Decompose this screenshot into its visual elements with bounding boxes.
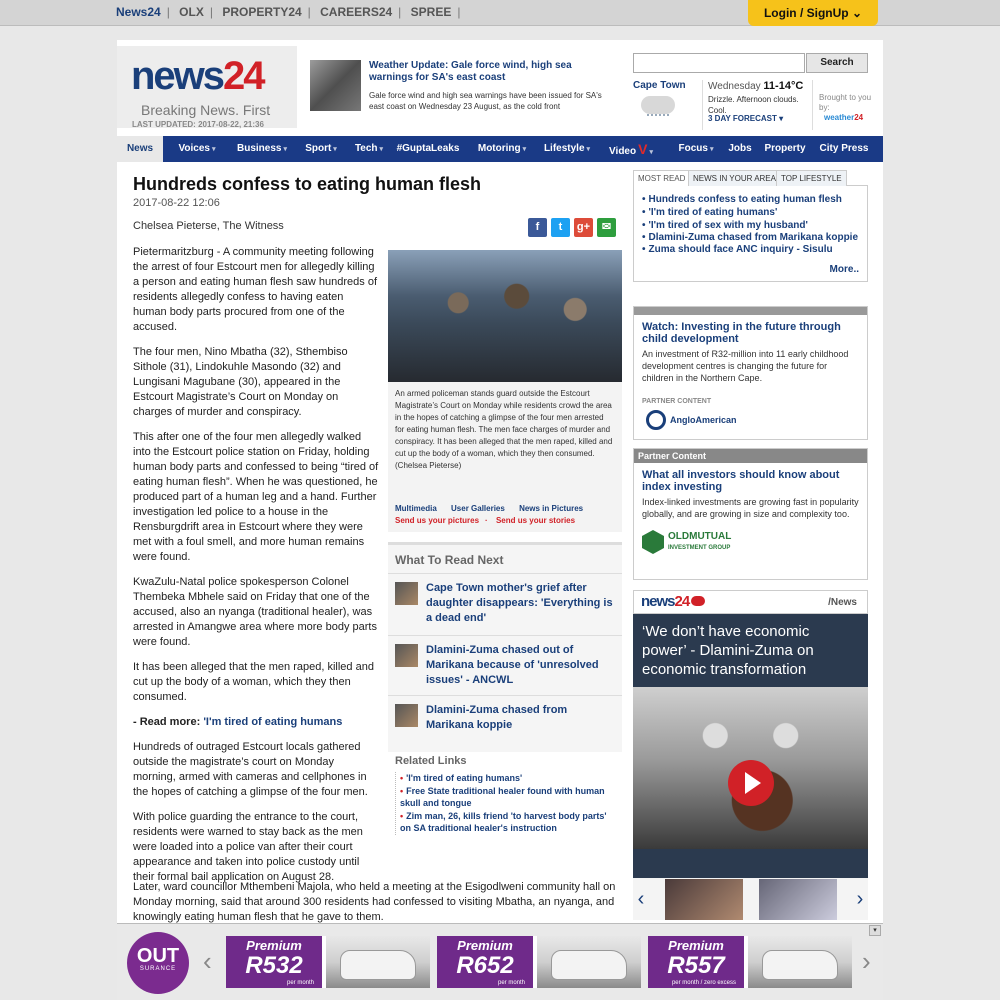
- article-date: 2017-08-22 12:06: [133, 197, 220, 209]
- multimedia-link[interactable]: Multimedia: [395, 504, 437, 513]
- list-item[interactable]: Dlamini-Zuma chased from Marikana koppie: [388, 695, 622, 745]
- tab-most-read[interactable]: MOST READ: [633, 170, 690, 186]
- most-read-item[interactable]: • Hundreds confess to eating human flesh: [642, 194, 842, 205]
- last-updated: LAST UPDATED: 2017-08-22, 21:36: [132, 120, 264, 129]
- old-mutual-icon: [642, 530, 664, 554]
- top-story-body: Gale force wind and high sea warnings have been issued for SA's east coast on Wednesday 23 August, as the cold front: [369, 91, 602, 111]
- most-read-item[interactable]: • 'I'm tired of eating humans': [642, 207, 778, 218]
- article-photo[interactable]: [388, 250, 622, 382]
- search-input[interactable]: [633, 53, 805, 73]
- car-image: [326, 936, 430, 988]
- video-carousel: [633, 878, 868, 920]
- list-item[interactable]: Dlamini-Zuma chased out of Marikana because of 'unresolved issues' - ANCWL: [388, 635, 622, 695]
- page-container: [117, 40, 883, 1000]
- video-section[interactable]: /News: [828, 597, 857, 608]
- thumbnail: [395, 644, 418, 667]
- nav-news[interactable]: News: [117, 136, 163, 162]
- network-links: News24 | OLX | PROPERTY24 | CAREERS24 | SPREE |: [116, 5, 461, 19]
- promo-body: Index-linked investments are growing fast in popularity globally, and are growing in size and complexity too.: [642, 497, 859, 519]
- related-links-title: Related Links: [395, 755, 467, 767]
- top-bar: [0, 0, 1000, 26]
- nav-voices[interactable]: Voices ▾: [178, 143, 216, 154]
- promo-body: An investment of R32-million into 11 early childhood development centres is changing the future for children in the Northern Cape.: [642, 349, 849, 383]
- video-v-icon: V: [638, 141, 648, 157]
- nav-city-press[interactable]: City Press: [819, 143, 869, 154]
- chevron-left-icon[interactable]: ‹: [203, 946, 212, 976]
- chevron-left-icon[interactable]: ‹: [637, 888, 645, 910]
- caret-down-icon: ▾: [779, 114, 784, 123]
- nav-video[interactable]: Video V ▾: [609, 141, 653, 157]
- top-story[interactable]: [310, 60, 610, 120]
- user-galleries-link[interactable]: User Galleries: [451, 504, 505, 513]
- play-icon[interactable]: [728, 760, 774, 806]
- nav-jobs[interactable]: Jobs: [728, 143, 752, 154]
- sponsor-label: Brought to you by:: [819, 93, 872, 112]
- related-link[interactable]: • Zim man, 26, kills friend 'to harvest body parts' on SA traditional healer's instruction: [400, 811, 607, 833]
- paragraph: Later, ward councillor Mthembeni Majola, who held a meeting at the Esigodlweni community hall on Monday morning, said that around 300 residents had confessed to visiting Mbatha, an nyanga, and knowingly eating human flesh that he gave to them.: [133, 881, 616, 923]
- site-header: [117, 40, 883, 136]
- nav-lifestyle[interactable]: Lifestyle ▾: [543, 143, 591, 154]
- main-nav: [117, 136, 883, 162]
- related-link[interactable]: • Free State traditional healer found with human skull and tongue: [400, 786, 605, 808]
- promo-title[interactable]: What all investors should know about index investing: [642, 469, 840, 493]
- most-read-item[interactable]: • Dlamini-Zuma chased from Marikana koppie: [642, 232, 859, 243]
- logo-box[interactable]: [117, 46, 297, 128]
- nav-guptaleaks[interactable]: #GuptaLeaks: [396, 143, 460, 154]
- chevron-down-icon: ⌄: [851, 6, 863, 20]
- most-read-list: [633, 186, 868, 282]
- nav-focus[interactable]: Focus ▾: [678, 143, 714, 154]
- thumbnail: [395, 582, 418, 605]
- chevron-right-icon[interactable]: ›: [856, 888, 864, 910]
- network-link-spree[interactable]: SPREE: [410, 5, 452, 19]
- read-more-link[interactable]: 'I'm tired of eating humans: [203, 716, 343, 728]
- paragraph: With police guarding the entrance to the court, residents were warned to stay back as the men were loaded into a police van after their court appearance and taken into police custody until their formal bail application on August 28.: [133, 811, 363, 883]
- weather-city[interactable]: Cape Town: [633, 80, 686, 91]
- car-image: [537, 936, 641, 988]
- partner-content-label: PARTNER CONTENT: [642, 398, 712, 405]
- nav-sport[interactable]: Sport ▾: [305, 143, 337, 154]
- weather-temp: 11-14°C: [763, 80, 804, 92]
- outsurance-logo[interactable]: OUT SURANCE: [127, 932, 189, 994]
- drizzle-icon: [641, 96, 675, 114]
- thumbnail: [395, 704, 418, 727]
- car-image: [748, 936, 852, 988]
- related-links: [395, 772, 617, 835]
- email-share-icon[interactable]: ✉: [597, 218, 616, 237]
- network-link-olx[interactable]: OLX: [179, 5, 204, 19]
- send-stories-link[interactable]: Send us your stories: [495, 516, 576, 525]
- partner-content-bar: Partner Content: [634, 449, 867, 463]
- network-link-careers24[interactable]: CAREERS24: [320, 5, 393, 19]
- close-ad-icon[interactable]: ▾: [869, 925, 881, 936]
- article-headline: Hundreds confess to eating human flesh: [133, 174, 482, 194]
- bottom-ad-banner[interactable]: [117, 923, 883, 1000]
- more-link[interactable]: More..: [829, 264, 859, 275]
- nav-tech[interactable]: Tech ▾: [354, 143, 384, 154]
- network-link-property24[interactable]: PROPERTY24: [222, 5, 302, 19]
- photo-caption: An armed policeman stands guard outside the Estcourt Magistrate’s Court on Monday while residents crowd the area in the hopes of catching a glimpse of the four men arrested for eating human flesh. The men face charges of murder and conspiracy. It has been alleged that the men raped, killed and cut up the body of a woman, which they then consumed. (Chelsea Pieterse): [395, 389, 613, 470]
- video-carousel-item[interactable]: [665, 879, 743, 920]
- nav-motoring[interactable]: Motoring ▾: [477, 143, 527, 154]
- anglo-american-icon: [646, 410, 666, 430]
- most-read-item[interactable]: • Zuma should face ANC inquiry - Sisulu: [642, 244, 833, 255]
- chevron-right-icon[interactable]: ›: [862, 946, 871, 976]
- sidebar-tabs: [633, 170, 868, 186]
- what-to-read-next: [388, 542, 622, 752]
- video-carousel-item[interactable]: [759, 879, 837, 920]
- paragraph: Hundreds of outraged Estcourt locals gathered outside the magistrate’s court on Monday morning, armed with cameras and cellphones in the hopes of catching a glimpse of the four men.: [133, 741, 368, 798]
- ad-price: Premium R557 per month / zero excess: [648, 936, 744, 988]
- live-badge-icon: [691, 596, 705, 606]
- ad-card[interactable]: [226, 936, 430, 988]
- tab-top-lifestyle[interactable]: TOP LIFESTYLE: [776, 170, 847, 186]
- article-author: Chelsea Pieterse, The Witness: [133, 220, 284, 232]
- promo-anglo[interactable]: [633, 306, 868, 440]
- send-pictures-link[interactable]: Send us your pictures: [395, 516, 480, 525]
- weather24-logo[interactable]: weather24: [824, 113, 864, 122]
- most-read-item[interactable]: • 'I'm tired of sex with my husband': [642, 220, 808, 231]
- what-to-read-title: What To Read Next: [395, 553, 504, 567]
- paragraph: Pietermaritzburg - A community meeting following the arrest of four Estcourt men for allegedly killing a person and eating human flesh saw hundreds of residents allegedly confess to having eaten human body parts procured from one of the accused.: [133, 246, 377, 333]
- top-story-title[interactable]: Weather Update: Gale force wind, high sea warnings for SA's east coast: [369, 60, 572, 83]
- divider: [812, 80, 813, 130]
- article-body: [133, 245, 379, 895]
- news24-video-logo[interactable]: news24: [641, 593, 705, 610]
- video-widget: [633, 590, 868, 920]
- news-in-pictures-link[interactable]: News in Pictures: [519, 504, 584, 513]
- news24-logo: news24: [131, 54, 264, 98]
- ad-price: Premium R532 per month: [226, 936, 322, 988]
- top-story-thumbnail[interactable]: [310, 60, 361, 111]
- nav-property[interactable]: Property: [764, 143, 806, 154]
- forecast-link[interactable]: 3 DAY FORECAST ▾: [708, 114, 784, 123]
- search-button[interactable]: Search: [806, 53, 868, 73]
- ad-price: Premium R652 per month: [437, 936, 533, 988]
- caption-box: [388, 382, 622, 532]
- anglo-american-logo[interactable]: AngloAmerican: [646, 409, 855, 431]
- paragraph: It has been alleged that the men raped, killed and cut up the body of a woman, which they then consumed.: [133, 661, 374, 703]
- promo-oldmutual[interactable]: [633, 448, 868, 580]
- paragraph: This after one of the four men allegedly walked into the Estcourt police station on Friday, holding human body parts and confessed to being “tired of eating human flesh”. When he was questioned, he produced part of a human leg and a hand. Further investigation led police to a house in the Rensburgdrift area in Estcourt where they were met with a foul smell, and more human remains were found.: [133, 431, 379, 563]
- weather-day: Wednesday 11-14°C: [708, 80, 804, 92]
- paragraph: The four men, Nino Mbatha (32), Sthembiso Sithole (31), Lindokuhle Masondo (32) and Lungisani Magubane (30), appeared in the Estcourt Magistrate’s Court on Monday on charges of murder and conspiracy.: [133, 346, 348, 418]
- googleplus-share-icon[interactable]: g+: [574, 218, 593, 237]
- video-header: [633, 590, 868, 614]
- twitter-share-icon[interactable]: t: [551, 218, 570, 237]
- divider: [702, 80, 703, 130]
- media-links: [395, 504, 595, 513]
- facebook-share-icon[interactable]: f: [528, 218, 547, 237]
- ad-card[interactable]: [437, 936, 641, 988]
- network-link-news24[interactable]: News24: [116, 5, 161, 19]
- video-title[interactable]: ‘We don’t have economic power’ - Dlamini-Zuma on economic transformation: [642, 623, 814, 678]
- old-mutual-logo[interactable]: OLDMUTUAL INVESTMENT GROUP: [642, 530, 859, 554]
- paragraph: KwaZulu-Natal police spokesperson Colonel Thembeka Mbhele said on Friday that one of the accused, also an nyanga (traditional healer), was arrested in Amangwe area where more body parts were found.: [133, 576, 377, 648]
- login-button[interactable]: Login / SignUp ⌄: [748, 0, 878, 26]
- weather-description: Drizzle. Afternoon clouds. Cool.: [708, 95, 799, 115]
- nav-business[interactable]: Business ▾: [237, 143, 287, 154]
- tab-news-in-your-area[interactable]: NEWS IN YOUR AREA: [688, 170, 781, 186]
- read-more: - Read more: 'I'm tired of eating humans: [133, 716, 343, 728]
- related-link[interactable]: • 'I'm tired of eating humans': [400, 773, 523, 783]
- tagline: Breaking News. First: [141, 102, 271, 118]
- list-item[interactable]: Cape Town mother's grief after daughter disappears: 'Everything is a dead end': [388, 573, 622, 635]
- ad-card[interactable]: [648, 936, 852, 988]
- promo-title[interactable]: Watch: Investing in the future through child development: [642, 321, 841, 345]
- send-links: Send us your pictures · Send us your stories: [395, 516, 576, 525]
- promo-bar: [634, 307, 867, 315]
